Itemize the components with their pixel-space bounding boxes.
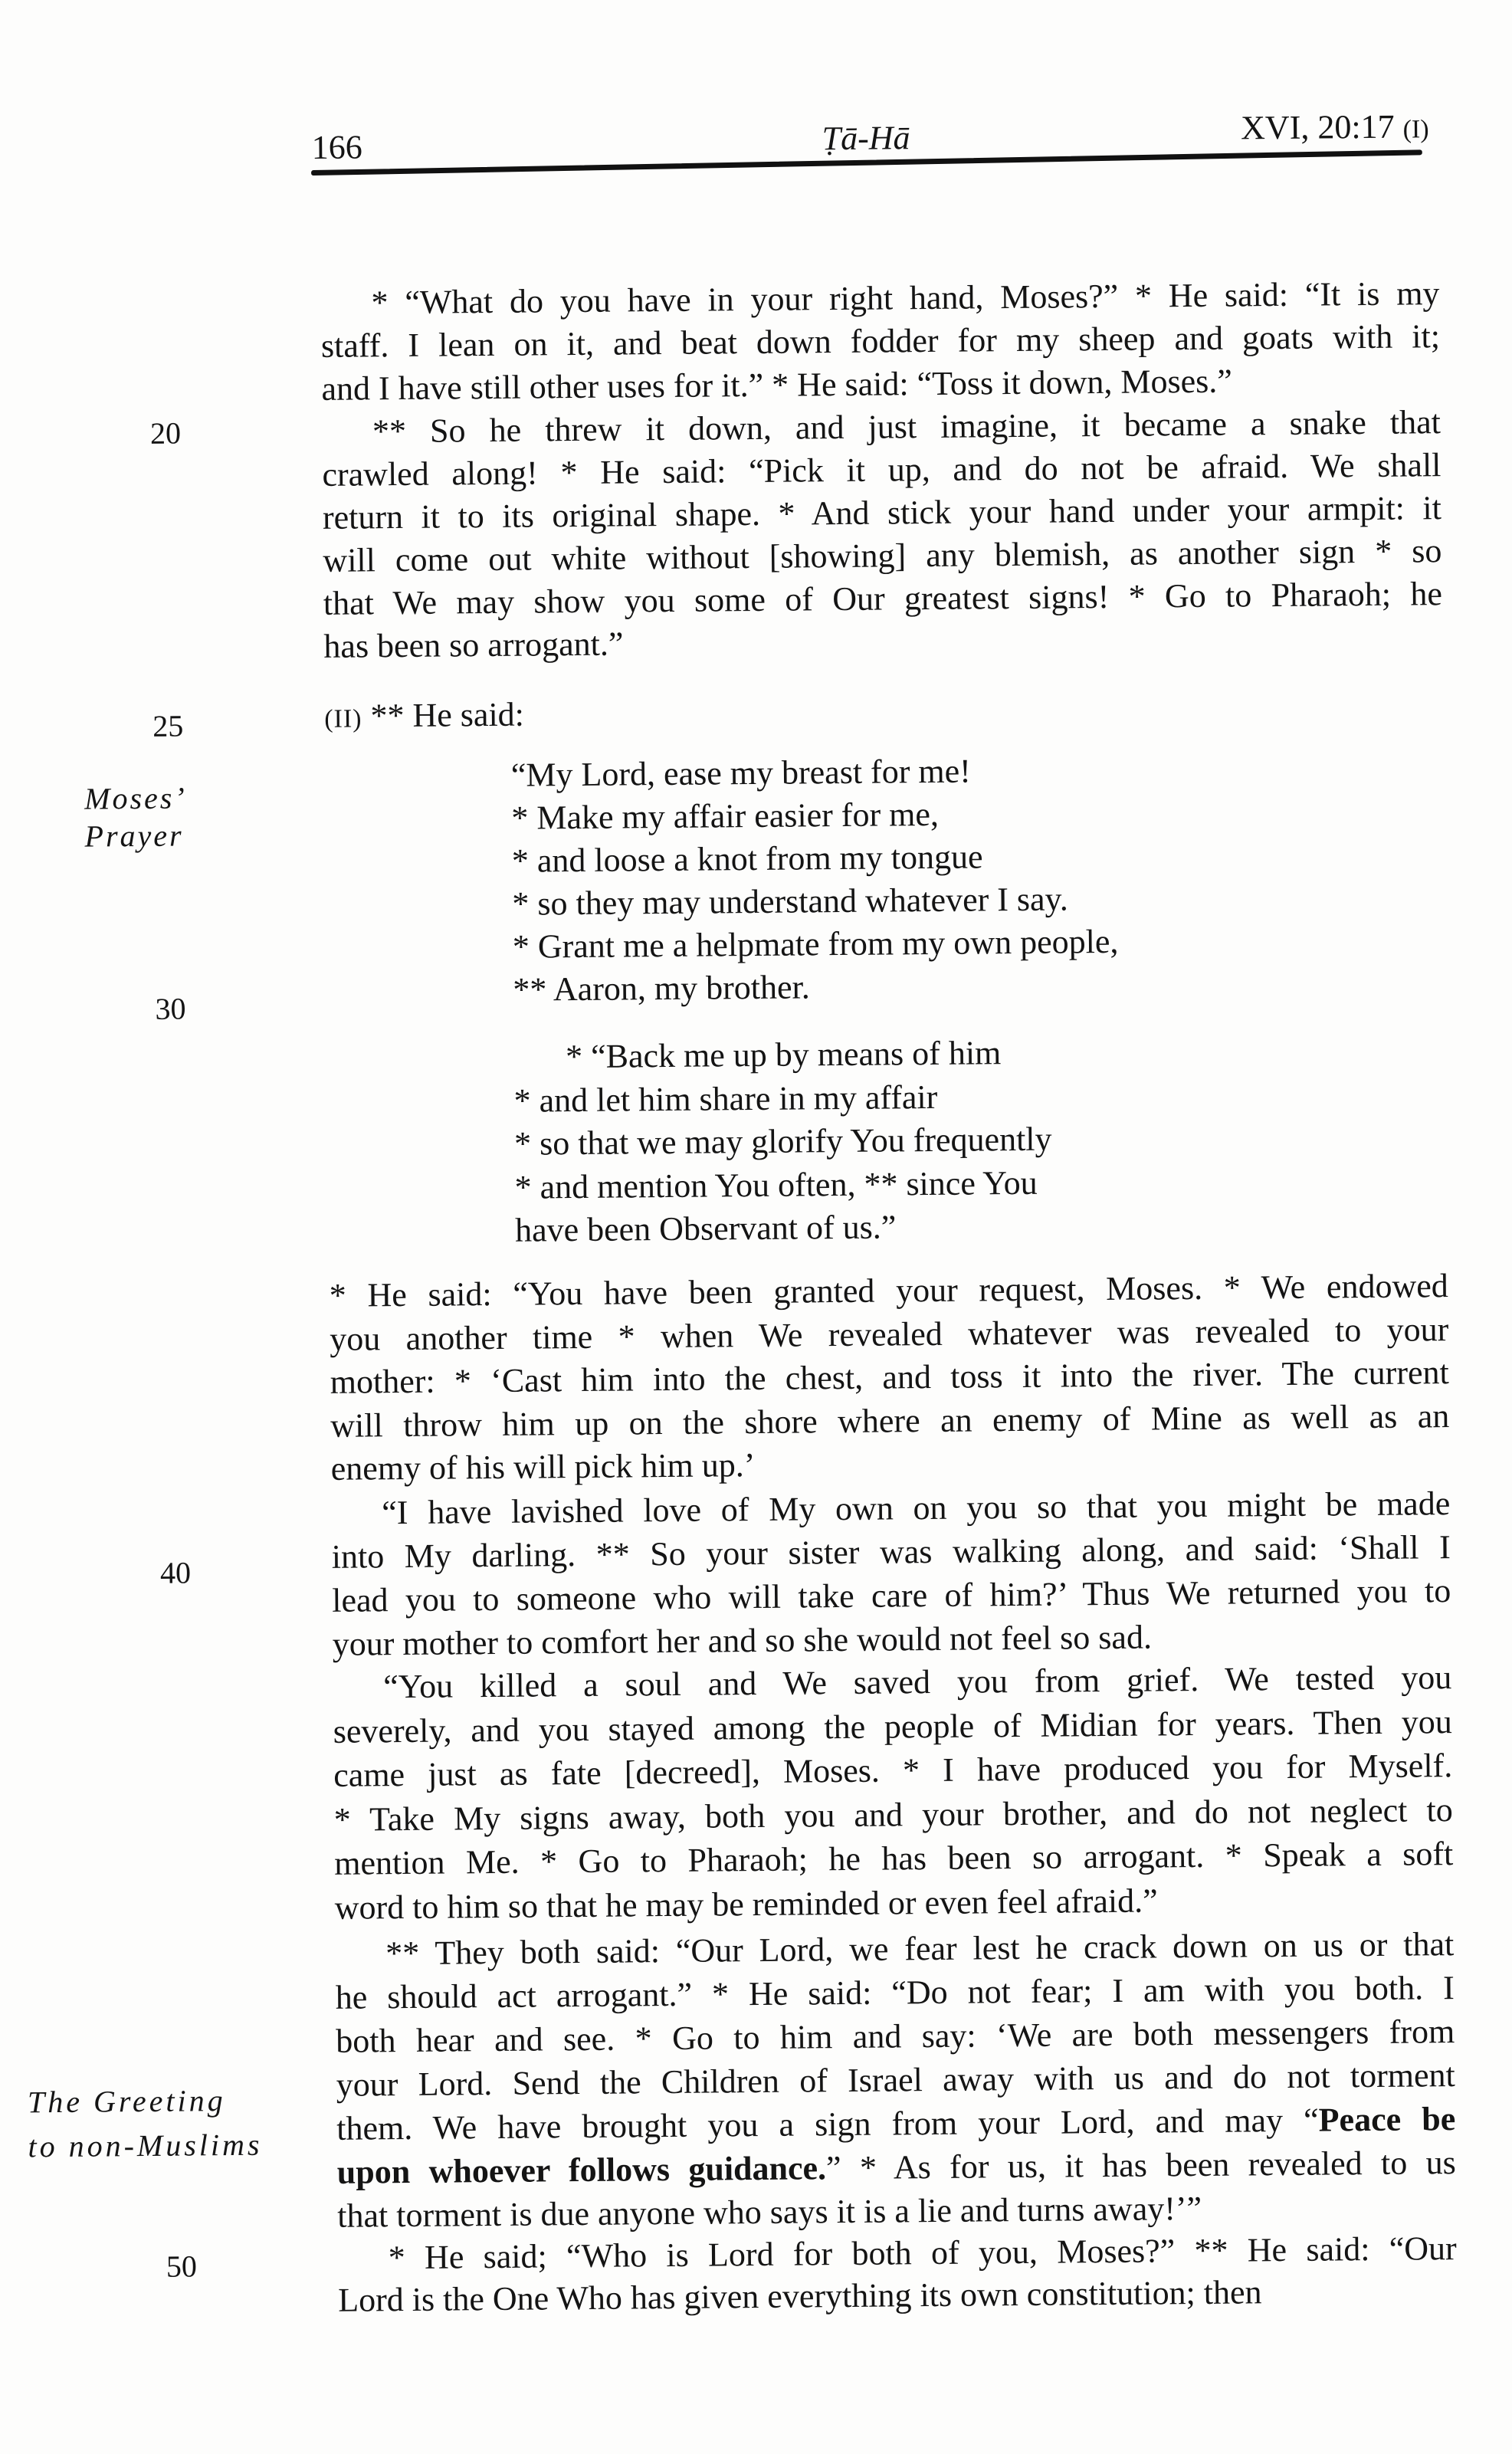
verse-line-number: 25 (153, 708, 184, 743)
section-marker: (I) (1402, 115, 1429, 144)
paragraph (331, 1481, 1451, 1666)
text-line: both hear and see. * Go to him and say: ‘We are both messengers from (336, 2013, 1455, 2060)
text-line: your Lord. Send the Children of Israel away with us and do not torment (336, 2056, 1455, 2104)
running-title: Ṭā-Hā (822, 119, 910, 158)
text-line: have been Observant of us.” (514, 1208, 897, 1249)
text-line: return it to its original shape. * And stick your hand under your armpit: it (322, 489, 1442, 536)
text-line: * Grant me a helpmate from my own people, (512, 922, 1119, 966)
text-line: * “Back me up by means of him (565, 1034, 1002, 1076)
margin-note-line: The Greeting (27, 2083, 226, 2120)
section-heading (324, 685, 1443, 741)
text-run: ** He said: (362, 695, 525, 735)
text-line: your mother to comfort her and so she would not feel so sad. (332, 1618, 1153, 1663)
text-line: crawled along! * He said: “Pick it up, and do not be afraid. We shall (322, 446, 1441, 494)
text-line: * and let him share in my affair (513, 1078, 938, 1120)
text-line: word to him so that he may be reminded or even feel afraid.” (334, 1881, 1158, 1927)
prayer-verse (511, 746, 1433, 1011)
section-numeral: (II) (324, 704, 362, 733)
verse-line-number: 40 (159, 1555, 192, 1590)
bold-text: upon whoever follows guidance. (336, 2149, 827, 2191)
text-line: * He said: “You have been granted your request, Moses. * We endowed (329, 1267, 1448, 1314)
text-line: mention Me. * Go to Pharaoh; he has been so arrogant. * Speak a soft (334, 1835, 1454, 1882)
bold-text: Peace be (1318, 2100, 1456, 2139)
text-line: * “What do you have in your right hand, Moses?” * He said: “It is my (371, 274, 1440, 322)
text-line: that torment is due anyone who says it is a lie and turns away!’” (337, 2189, 1202, 2235)
prayer-verse (513, 1028, 1435, 1252)
text-line: * Take My signs away, both you and your brother, and do not neglect to (333, 1790, 1453, 1839)
text-line: “I have lavished love of My own on you so that you might be made (382, 1485, 1451, 1532)
text-run: them. We have brought you a sign from your Lord, and may “ (336, 2101, 1319, 2147)
margin-note-line: Prayer (84, 818, 184, 854)
text-line: “My Lord, ease my breast for me! (510, 752, 971, 794)
margin-note-moses-prayer (84, 779, 187, 855)
text-line: lead you to someone who will take care of him?’ Thus We returned you to (332, 1572, 1451, 1619)
text-run: ” * As for us, it has been revealed to us (825, 2144, 1456, 2187)
margin-note-line: to non-Muslims (28, 2127, 263, 2164)
text-line: that We may show you some of Our greatest signs! * Go to Pharaoh; he (323, 575, 1443, 622)
text-line: * and loose a knot from my tongue (511, 838, 983, 880)
paragraph (330, 1265, 1450, 1491)
text-line: enemy of his will pick him up.’ (330, 1446, 756, 1488)
text-line: “You killed a soul and We saved you from grief. We tested you (383, 1658, 1452, 1706)
text-line: has been so arrogant.” (323, 625, 624, 665)
text-line: * He said; “Who is Lord for both of you, Moses?” ** He said: “Our (388, 2229, 1457, 2277)
text-line: severely, and you stayed among the people of Midian for years. Then you (333, 1702, 1452, 1750)
text-line: and I have still other uses for it.” * He said: “Toss it down, Moses.” (321, 362, 1233, 408)
paragraph (338, 2227, 1458, 2321)
text-line: * and mention You often, ** since You (514, 1163, 1038, 1206)
verse-line-number: 20 (149, 415, 182, 451)
margin-note-greeting (28, 2078, 263, 2170)
text-line: will come out white without [showing] any blemish, as another sign * so (323, 532, 1442, 579)
text-line: * so that we may glorify You frequently (513, 1120, 1052, 1163)
paragraph (320, 272, 1440, 411)
text-line: you another time * when We revealed whatever was revealed to your (330, 1310, 1449, 1358)
chapter-verse-reference (1240, 107, 1429, 148)
paragraph (322, 401, 1443, 668)
text-line: ** They both said: “Our Lord, we fear lest he crack down on us or that (385, 1925, 1455, 1973)
verse-line-number: 30 (155, 991, 186, 1026)
text-line: into My darling. ** So your sister was walking along, and said: ‘Shall I (331, 1528, 1451, 1576)
text-line (324, 685, 1443, 741)
reference-text: XVI, 20:17 (1240, 107, 1395, 147)
text-line: he should act arrogant.” * He said: “Do not fear; I am with you both. I (335, 1969, 1455, 2016)
margin-note-line: Moses’ (84, 780, 187, 816)
paragraph (333, 1655, 1454, 1930)
text-line: ** Aaron, my brother. (513, 968, 810, 1009)
page-number: 166 (311, 128, 362, 167)
text-line: * so they may understand whatever I say. (512, 880, 1068, 923)
paragraph (335, 1922, 1456, 2238)
text-line: came just as fate [decreed], Moses. * I have produced you for Myself. (333, 1747, 1453, 1794)
text-line: ** So he threw it down, and just imagine, it became a snake that (372, 403, 1441, 451)
text-line: will throw him up on the shore where an enemy of Mine as well as an (330, 1396, 1450, 1445)
text-line: mother: * ‘Cast him into the chest, and toss it into the river. The current (330, 1353, 1449, 1402)
text-line: * Make my affair easier for me, (511, 795, 940, 837)
text-line: staff. I lean on it, and beat down fodder for my sheep and goats with it; (320, 317, 1441, 365)
verse-line-number: 50 (166, 2249, 198, 2284)
text-line: Lord is the One Who has given everything its own constitution; then (338, 2273, 1262, 2319)
